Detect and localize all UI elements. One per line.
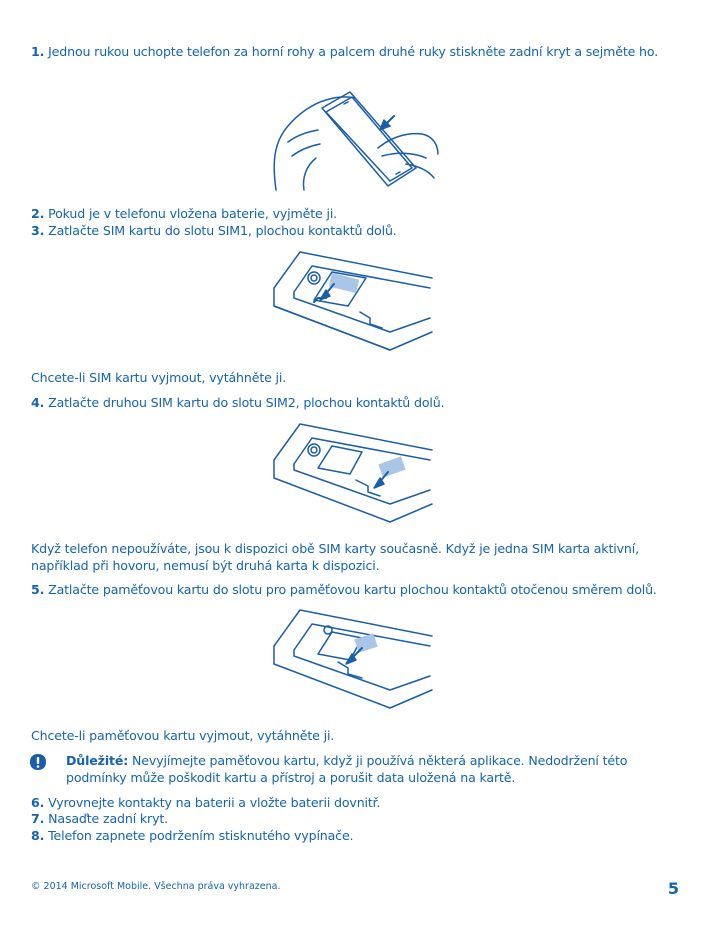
- step-1: [31, 44, 681, 61]
- step-number: 1.: [31, 44, 45, 59]
- memory-card-slot-illustration: [270, 606, 436, 712]
- step-text: Zatlačte SIM kartu do slotu SIM1, plochou kontaktů dolů.: [44, 223, 397, 238]
- important-note: [66, 752, 676, 786]
- step-7: [31, 811, 681, 828]
- step-text: Zatlačte paměťovou kartu do slotu pro paměťovou kartu plochou kontaktů otočenou směrem dolů.: [44, 582, 657, 597]
- step-text: Telefon zapnete podržením stisknutého vypínače.: [44, 828, 354, 843]
- step-text: Jednou rukou uchopte telefon za horní rohy a palcem druhé ruky stiskněte zadní kryt a sejměte ho.: [44, 44, 659, 59]
- step-number: 7.: [31, 811, 45, 826]
- step-8: [31, 828, 681, 845]
- step-text: Pokud je v telefonu vložena baterie, vyjměte ji.: [44, 206, 338, 221]
- sim1-slot-illustration: [270, 248, 436, 354]
- note-text: Nevyjímejte paměťovou kartu, když ji používá některá aplikace. Nedodržení této podmínky může poškodit kartu a přístroj a porušit data uložená na kartě.: [66, 753, 628, 785]
- sim2-slot-illustration: [270, 420, 436, 526]
- step-text: Nasaďte zadní kryt.: [44, 811, 169, 826]
- step-5: [31, 582, 681, 599]
- remove-sim-paragraph: Chcete-li SIM kartu vyjmout, vytáhněte ji.: [31, 370, 287, 385]
- step-3: [31, 223, 681, 240]
- step-number: 5.: [31, 582, 45, 597]
- step-number: 4.: [31, 395, 45, 410]
- note-label: Důležité:: [66, 753, 129, 768]
- dual-sim-paragraph: Když telefon nepoužíváte, jsou k dispozici obě SIM karty současně. Když je jedna SIM karta aktivní, například při hovoru, nemusí být druhá karta k dispozici.: [31, 541, 639, 573]
- exclamation-icon: [29, 753, 47, 771]
- step-number: 6.: [31, 795, 45, 810]
- step-number: 8.: [31, 828, 45, 843]
- page-number: 5: [667, 879, 679, 898]
- step-text: Zatlačte druhou SIM kartu do slotu SIM2, plochou kontaktů dolů.: [44, 395, 445, 410]
- step-2: [31, 206, 681, 223]
- remove-back-cover-illustration: [266, 82, 446, 194]
- copyright-footer: © 2014 Microsoft Mobile. Všechna práva vyhrazena.: [31, 881, 281, 892]
- step-number: 3.: [31, 223, 45, 238]
- step-number: 2.: [31, 206, 45, 221]
- step-4: [31, 395, 681, 412]
- step-text: Vyrovnejte kontakty na baterii a vložte baterii dovnitř.: [44, 795, 381, 810]
- step-6: [31, 795, 681, 812]
- remove-memory-card-paragraph: Chcete-li paměťovou kartu vyjmout, vytáhněte ji.: [31, 728, 335, 743]
